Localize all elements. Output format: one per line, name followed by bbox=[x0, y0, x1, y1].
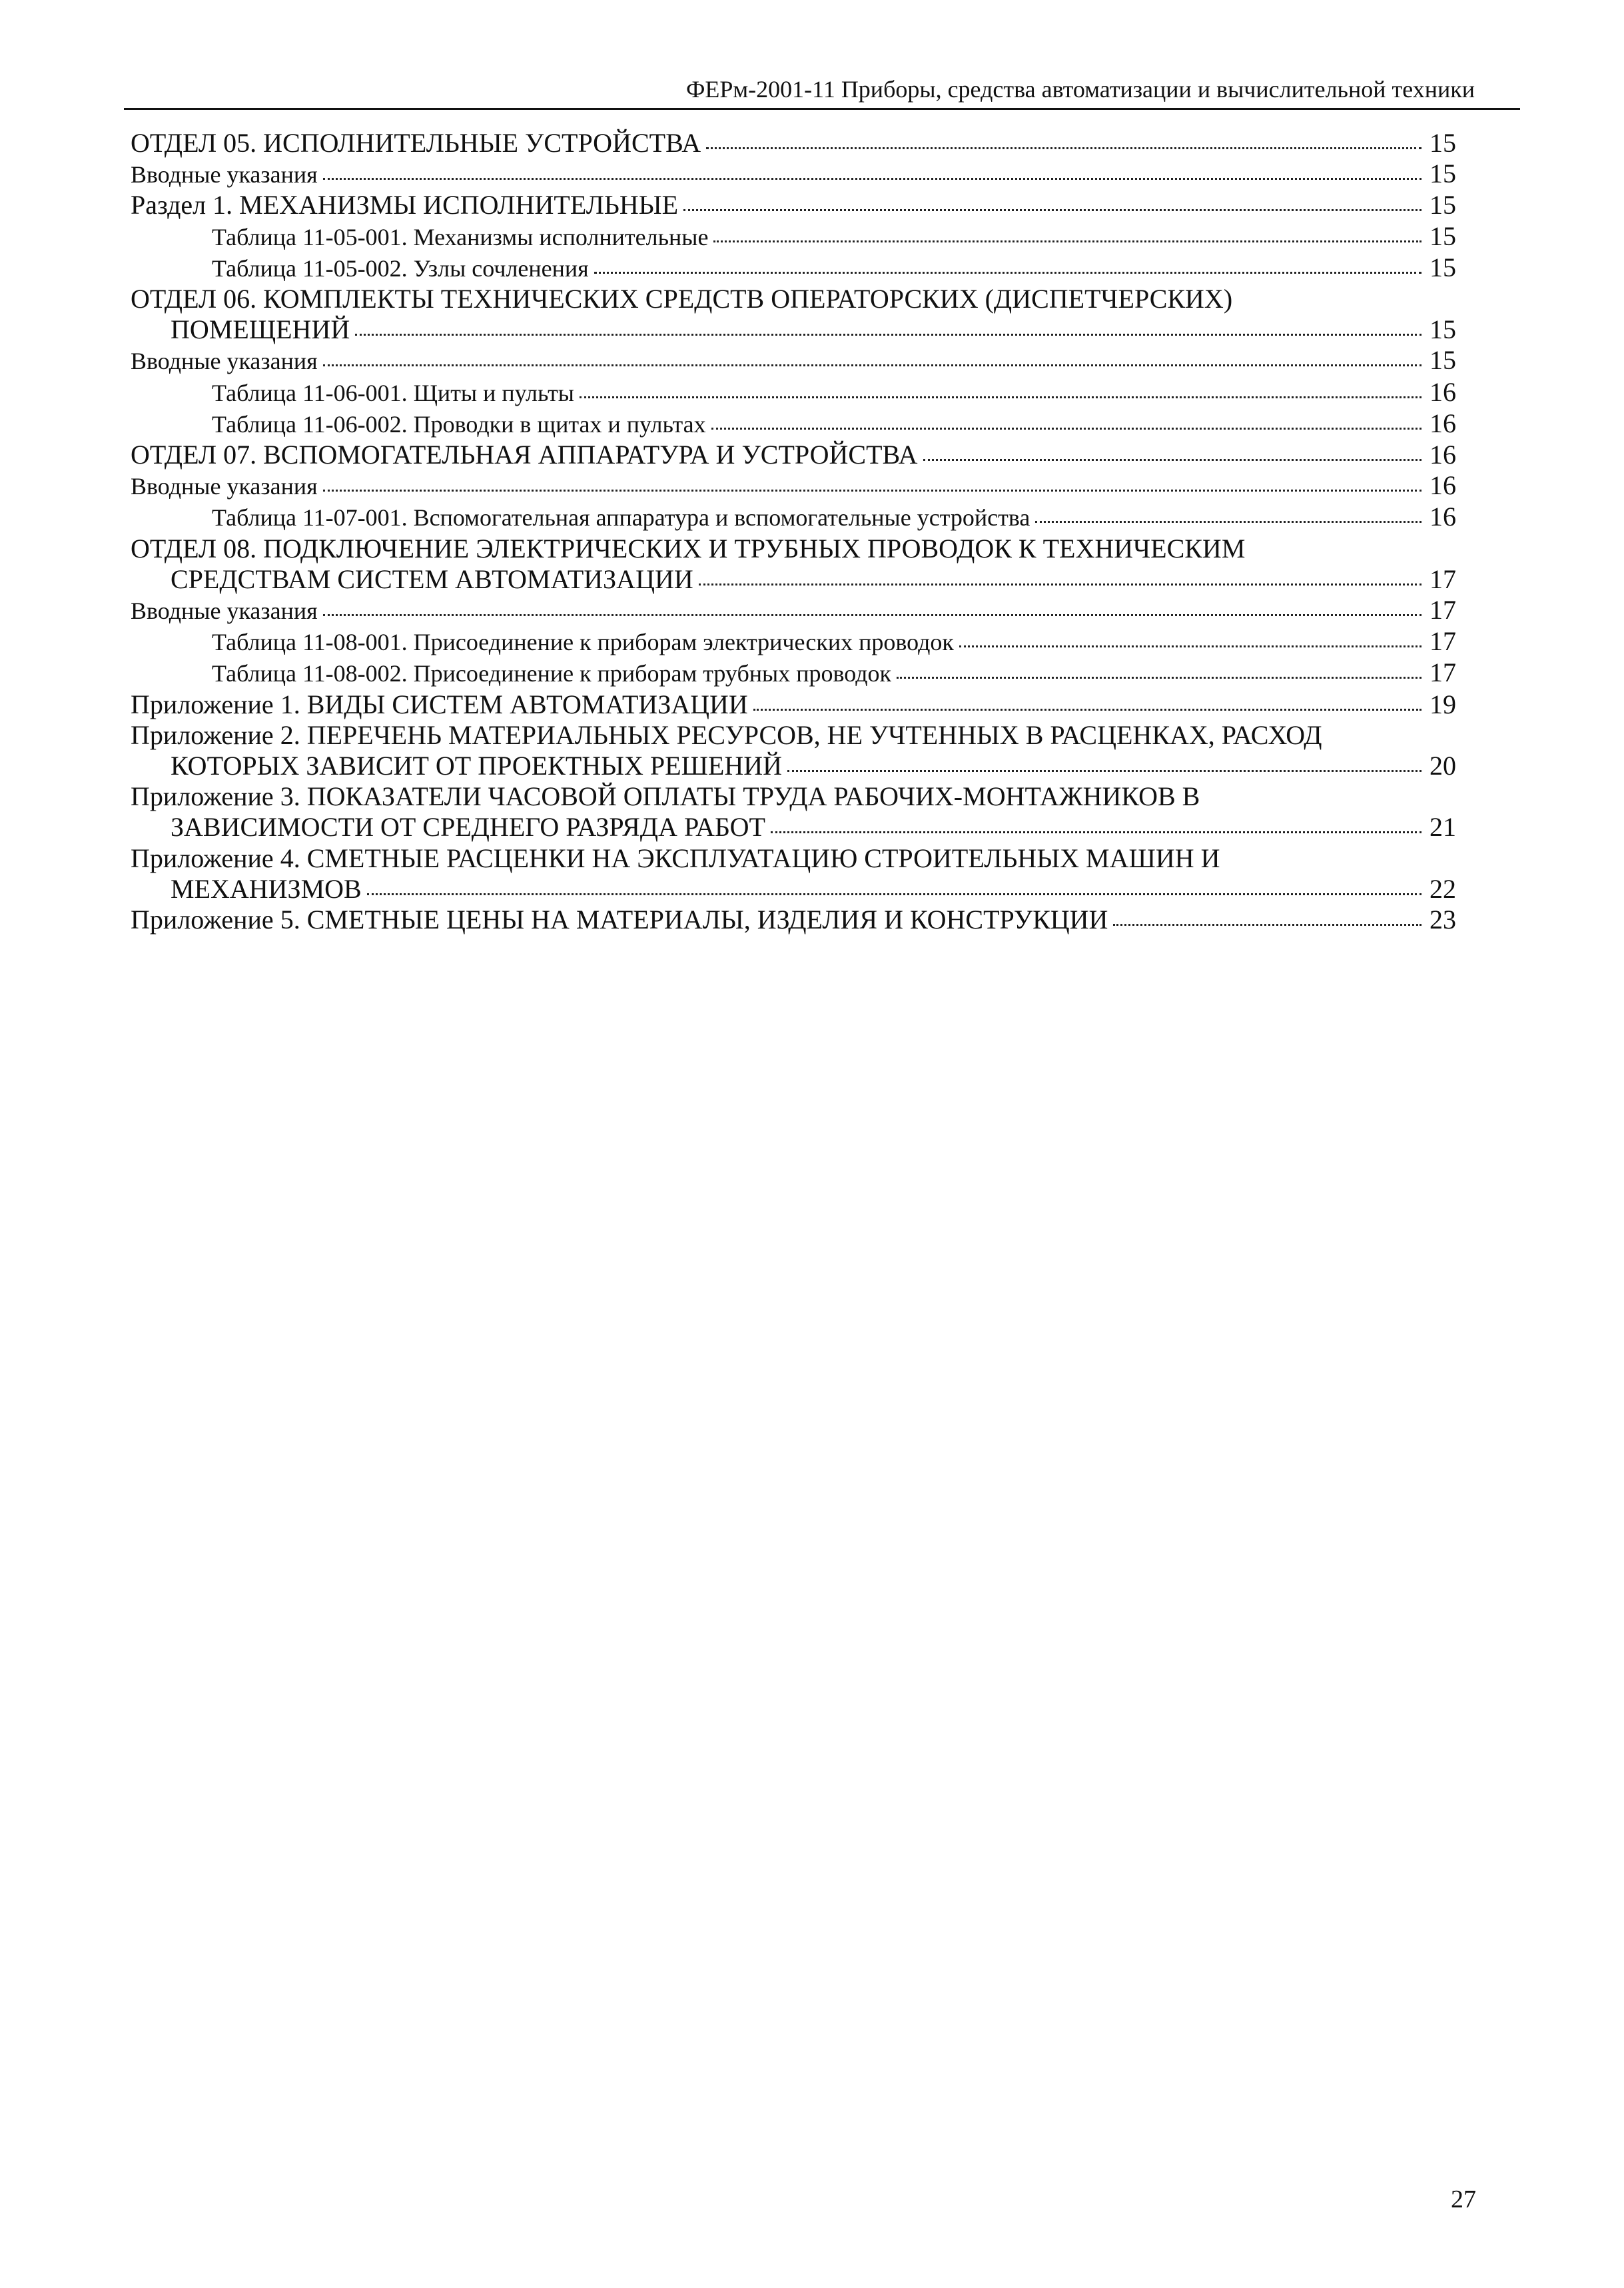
dot-leader bbox=[959, 645, 1421, 647]
toc-entry-label: Таблица 11-05-002. Узлы сочленения bbox=[212, 254, 589, 282]
toc-entry-label: Вводные указания bbox=[131, 161, 318, 189]
toc-entry-table-11-06-002[interactable] bbox=[131, 408, 1456, 440]
dot-leader bbox=[706, 147, 1421, 149]
toc-page-number: 19 bbox=[1429, 689, 1456, 719]
toc-entry-label-line-2: ПОМЕЩЕНИЙ bbox=[171, 314, 350, 345]
toc-page-number: 22 bbox=[1429, 873, 1456, 904]
toc-page-number: 15 bbox=[1429, 128, 1456, 158]
dot-leader bbox=[897, 677, 1421, 679]
toc-entry-label-line-2: КОТОРЫХ ЗАВИСИТ ОТ ПРОЕКТНЫХ РЕШЕНИЙ bbox=[171, 751, 783, 781]
toc-entry-label-line-1: Приложение 2. ПЕРЕЧЕНЬ МАТЕРИАЛЬНЫХ РЕСУРСОВ, НЕ УЧТЕННЫХ В РАСЦЕНКАХ, РАСХОД bbox=[131, 719, 1322, 750]
dot-leader bbox=[323, 364, 1421, 366]
toc-entry-intro-05[interactable] bbox=[131, 159, 1456, 190]
toc-entry-table-11-06-001[interactable] bbox=[131, 377, 1456, 408]
dot-leader bbox=[713, 240, 1421, 242]
dot-leader bbox=[787, 770, 1421, 772]
toc-page-number: 15 bbox=[1429, 345, 1456, 376]
toc-page-number: 21 bbox=[1429, 812, 1456, 843]
toc-page-number: 15 bbox=[1429, 314, 1456, 345]
toc-entry-label-line-1: ОТДЕЛ 06. КОМПЛЕКТЫ ТЕХНИЧЕСКИХ СРЕДСТВ ОПЕРАТОРСКИХ (ДИСПЕТЧЕРСКИХ) bbox=[131, 284, 1233, 314]
dot-leader bbox=[355, 334, 1421, 336]
dot-leader bbox=[1035, 521, 1421, 523]
toc-entry-label: Таблица 11-08-001. Присоединение к приборам электрических проводок bbox=[212, 629, 954, 656]
toc-entry-appendix-4[interactable] bbox=[131, 843, 1456, 905]
toc-page-number: 16 bbox=[1429, 408, 1456, 438]
toc-entry-label: Приложение 5. СМЕТНЫЕ ЦЕНЫ НА МАТЕРИАЛЫ, ИЗДЕЛИЯ И КОНСТРУКЦИИ bbox=[131, 905, 1108, 935]
toc-entry-appendix-3[interactable] bbox=[131, 781, 1456, 843]
toc-entry-section-07[interactable] bbox=[131, 440, 1456, 470]
dot-leader bbox=[367, 893, 1421, 895]
toc-entry-label-line-1: ОТДЕЛ 08. ПОДКЛЮЧЕНИЕ ЭЛЕКТРИЧЕСКИХ И ТРУБНЫХ ПРОВОДОК К ТЕХНИЧЕСКИМ bbox=[131, 533, 1246, 564]
toc-entry-part-1[interactable] bbox=[131, 190, 1456, 220]
toc-entry-table-11-07-001[interactable] bbox=[131, 502, 1456, 533]
toc-entry-label: Таблица 11-06-002. Проводки в щитах и пультах bbox=[212, 410, 706, 438]
toc-entry-label: Раздел 1. МЕХАНИЗМЫ ИСПОЛНИТЕЛЬНЫЕ bbox=[131, 190, 679, 220]
toc-page-number: 15 bbox=[1429, 220, 1456, 251]
page-header bbox=[124, 73, 1520, 110]
toc-entry-appendix-5[interactable] bbox=[131, 905, 1456, 935]
toc-page-number: 17 bbox=[1429, 657, 1456, 688]
dot-leader bbox=[1113, 924, 1421, 926]
toc-page-number: 16 bbox=[1429, 470, 1456, 501]
dot-leader bbox=[323, 490, 1421, 492]
toc-entry-table-11-08-001[interactable] bbox=[131, 626, 1456, 657]
dot-leader bbox=[699, 583, 1421, 585]
toc-page-number: 16 bbox=[1429, 440, 1456, 470]
toc-entry-table-11-08-002[interactable] bbox=[131, 657, 1456, 689]
toc-entry-intro-08[interactable] bbox=[131, 595, 1456, 626]
toc-entry-label: Таблица 11-07-001. Вспомогательная аппаратура и вспомогательные устройства bbox=[212, 504, 1030, 532]
toc-entry-section-06[interactable] bbox=[131, 284, 1456, 345]
toc-entry-table-11-05-001[interactable] bbox=[131, 221, 1456, 252]
dot-leader bbox=[594, 272, 1421, 274]
toc-page-number: 23 bbox=[1429, 905, 1456, 935]
toc-page-number: 17 bbox=[1429, 595, 1456, 625]
toc-entry-appendix-2[interactable] bbox=[131, 720, 1456, 781]
dot-leader bbox=[711, 428, 1421, 430]
toc-page-number: 15 bbox=[1429, 190, 1456, 220]
toc-entry-label-line-2: ЗАВИСИМОСТИ ОТ СРЕДНЕГО РАЗРЯДА РАБОТ bbox=[171, 812, 765, 843]
toc-page-number: 20 bbox=[1429, 751, 1456, 781]
toc-entry-label-line-1: Приложение 3. ПОКАЗАТЕЛИ ЧАСОВОЙ ОПЛАТЫ ТРУДА РАБОЧИХ-МОНТАЖНИКОВ В bbox=[131, 781, 1200, 812]
toc-entry-label-line-2: СРЕДСТВАМ СИСТЕМ АВТОМАТИЗАЦИИ bbox=[171, 564, 693, 594]
toc-entry-label: Вводные указания bbox=[131, 597, 318, 625]
dot-leader bbox=[683, 209, 1421, 211]
toc-entry-appendix-1[interactable] bbox=[131, 689, 1456, 720]
dot-leader bbox=[323, 614, 1421, 616]
toc-page-number: 15 bbox=[1429, 159, 1456, 189]
toc-entry-section-05[interactable] bbox=[131, 128, 1456, 159]
toc-entry-label: ОТДЕЛ 05. ИСПОЛНИТЕЛЬНЫЕ УСТРОЙСТВА bbox=[131, 128, 701, 158]
dot-leader bbox=[771, 831, 1421, 833]
dot-leader bbox=[323, 178, 1421, 180]
running-header-title: ФЕРм-2001-11 Приборы, средства автоматизации и вычислительной техники bbox=[685, 76, 1475, 103]
toc-entry-label: Таблица 11-05-001. Механизмы исполнительные bbox=[212, 223, 709, 250]
toc-entry-section-08[interactable] bbox=[131, 534, 1456, 595]
dot-leader bbox=[580, 396, 1421, 398]
table-of-contents bbox=[131, 128, 1456, 935]
toc-entry-label: Вводные указания bbox=[131, 348, 318, 375]
toc-page-number: 17 bbox=[1429, 564, 1456, 594]
toc-entry-intro-06[interactable] bbox=[131, 345, 1456, 376]
toc-page-number: 17 bbox=[1429, 626, 1456, 657]
toc-entry-intro-07[interactable] bbox=[131, 470, 1456, 502]
toc-page-number: 15 bbox=[1429, 252, 1456, 282]
toc-entry-label: Вводные указания bbox=[131, 473, 318, 500]
dot-leader bbox=[753, 709, 1421, 711]
toc-entry-label: ОТДЕЛ 07. ВСПОМОГАТЕЛЬНАЯ АППАРАТУРА И УСТРОЙСТВА bbox=[131, 440, 918, 470]
toc-entry-label: Таблица 11-06-001. Щиты и пульты bbox=[212, 379, 574, 406]
toc-entry-label-line-2: МЕХАНИЗМОВ bbox=[171, 873, 362, 904]
toc-page-number: 16 bbox=[1429, 376, 1456, 407]
toc-entry-label: Таблица 11-08-002. Присоединение к приборам трубных проводок bbox=[212, 660, 892, 687]
toc-entry-label-line-1: Приложение 4. СМЕТНЫЕ РАСЦЕНКИ НА ЭКСПЛУАТАЦИЮ СТРОИТЕЛЬНЫХ МАШИН И bbox=[131, 843, 1220, 873]
toc-entry-table-11-05-002[interactable] bbox=[131, 252, 1456, 284]
toc-page-number: 16 bbox=[1429, 502, 1456, 532]
page-number: 27 bbox=[1451, 2185, 1476, 2213]
toc-entry-label: Приложение 1. ВИДЫ СИСТЕМ АВТОМАТИЗАЦИИ bbox=[131, 689, 748, 719]
dot-leader bbox=[923, 459, 1421, 461]
